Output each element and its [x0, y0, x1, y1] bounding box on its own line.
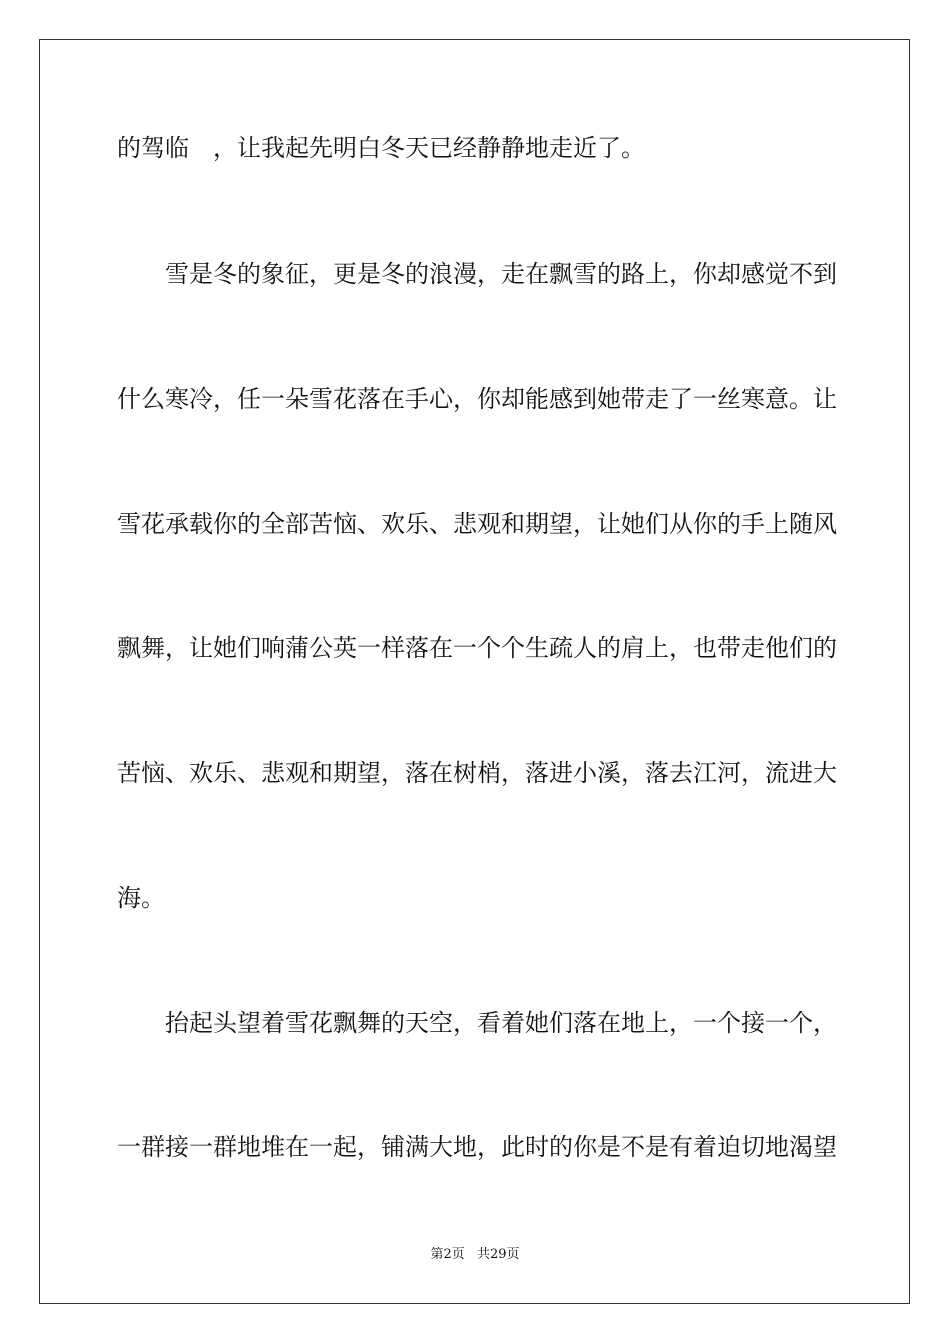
text-line-8: 抬起头望着雪花飘舞的天空，看着她们落在地上，一个接一个， — [165, 1009, 837, 1037]
page-total: 共29页 — [476, 1247, 520, 1262]
text-line-7: 海。 — [117, 884, 165, 912]
page-number: 第2页 — [430, 1247, 465, 1262]
text-line-5: 飘舞，让她们响蒲公英一样落在一个个生疏人的肩上，也带走他们的 — [117, 634, 837, 662]
text-line-6: 苦恼、欢乐、悲观和期望，落在树梢，落进小溪，落去江河，流进大 — [117, 759, 837, 787]
text-line-3: 什么寒冷，任一朵雪花落在手心，你却能感到她带走了一丝寒意。让 — [117, 385, 837, 413]
text-line-1: 的驾临 ，让我起先明白冬天已经静静地走近了。 — [117, 134, 645, 162]
page-footer — [0, 1246, 950, 1264]
text-line-4: 雪花承载你的全部苦恼、欢乐、悲观和期望，让她们从你的手上随风 — [117, 510, 837, 538]
text-line-2: 雪是冬的象征，更是冬的浪漫，走在飘雪的路上，你却感觉不到 — [165, 260, 837, 288]
text-line-9: 一群接一群地堆在一起，铺满大地，此时的你是不是有着迫切地渴望 — [117, 1133, 837, 1161]
page-frame — [39, 39, 910, 1304]
